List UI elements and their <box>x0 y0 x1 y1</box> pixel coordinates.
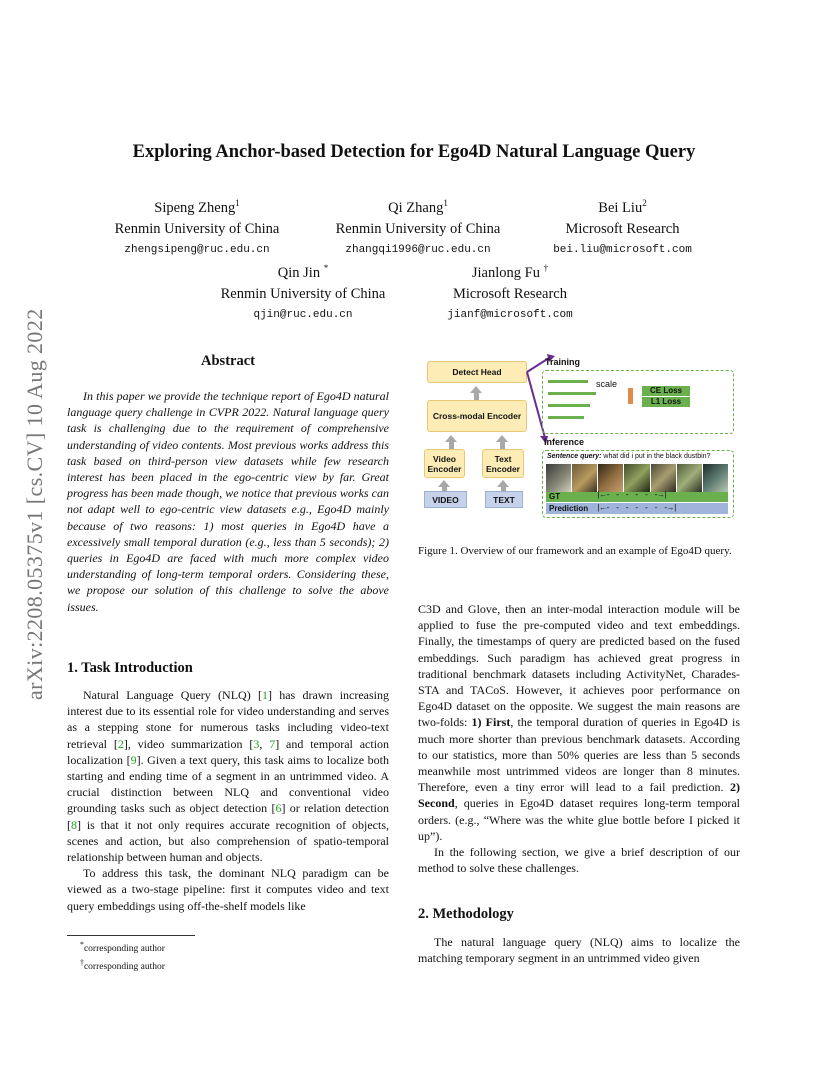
gt-span: |←- - - - - -→| <box>596 491 669 500</box>
author-affiliation: Renmin University of China <box>220 285 386 302</box>
video-frame <box>651 464 676 492</box>
author-sup: 1 <box>443 198 448 208</box>
arxiv-sidebar: arXiv:2208.05375v1 [cs.CV] 10 Aug 2022 <box>22 308 47 700</box>
l1-loss-badge: L1 Loss <box>642 397 690 407</box>
video-frame <box>677 464 702 492</box>
author-name: Jianlong Fu <box>471 264 540 281</box>
author-block <box>318 193 518 260</box>
author-email: zhengsipeng@ruc.edu.cn <box>124 243 270 256</box>
arrow-up-icon <box>497 480 509 487</box>
paragraph: C3D and Glove, then an inter-modal interaction module will be applied to fuse the pre-computed video and text embeddings. Finally, the timestamps of query are predicted based on the fused embeddings. Such paradigm has achieved great progress in traditional benchmark datasets including ActivityNet, Charades-STA and TACoS. However, it achieves poor performance on Ego4D dataset on the opposite. We suggest the main reasons are two-folds: 1) First, the temporal duration of queries in Ego4D is much more shorter than previous benchmark datasets. According to our statistics, more than 50% queries are less than 5 seconds meanwhile most untrimmed videos are longer than 8 minutes. Therefore, even a tiny error will lead to a fail prediction. 2) Second, queries in Ego4D dataset requires long-term temporal orders. (e.g., “Where was the white glue bottle before I picked it up”). <box>418 602 740 843</box>
section-heading: 2. Methodology <box>418 906 514 922</box>
prediction-span: |←- - - - - - -→| <box>596 504 678 513</box>
ce-loss-badge: CE Loss <box>642 386 690 396</box>
footnote-rule <box>67 935 195 936</box>
video-input-box: VIDEO <box>424 491 467 508</box>
footnote-text: corresponding author <box>83 962 165 973</box>
right-column-body <box>418 601 740 876</box>
paragraph: The natural language query (NLQ) aims to localize the matching temporary segment in an untrimmed video given <box>418 935 740 966</box>
anchor-bar <box>548 416 584 419</box>
footnote-mark: † <box>80 958 84 968</box>
author-email: jianf@microsoft.com <box>447 308 573 321</box>
citation-link[interactable]: 7 <box>269 736 276 751</box>
video-encoder-box: Video Encoder <box>424 449 465 478</box>
scale-indicator <box>628 388 633 404</box>
author-email: qjin@ruc.edu.cn <box>253 308 353 321</box>
author-name: Bei Liu <box>598 199 643 216</box>
video-frame <box>546 464 571 492</box>
training-label: Training <box>545 357 581 367</box>
author-name: Sipeng Zheng <box>154 199 236 216</box>
author-block <box>530 193 715 260</box>
inference-label: Inference <box>544 437 585 447</box>
footnote-text: corresponding author <box>83 944 165 955</box>
abstract-text: In this paper we provide the technique report of Ego4D natural language query challenge in CVPR 2022. Natural language query task is challenging due to the requirement of comprehensive understanding of video contents. Most previous works address this task based on third-person view datasets while few research interest has been placed in the ego-centric view by far. Great progress has been made though, we notice that previous works can not adapt well to ego-centric view datasets e.g., Ego4D mainly because of two reasons: 1) most queries in Ego4D have a excessively small temporal duration (e.g., less than 5 seconds); 2) queries in Ego4D are faced with much more complex video understanding of long-term temporal orders. Considering these, we propose our solution of this challenge to solve the above issues. <box>67 389 389 614</box>
text-input-box: TEXT <box>485 491 523 508</box>
abstract-body <box>67 388 389 615</box>
author-affiliation: Microsoft Research <box>565 220 680 237</box>
abstract-heading: Abstract <box>201 353 255 369</box>
sentence-query: Sentence query: what did i put in the black dustbin? <box>547 453 711 460</box>
citation-link[interactable]: 8 <box>71 817 77 832</box>
text-encoder-box: Text Encoder <box>482 449 524 478</box>
footnotes <box>80 938 165 974</box>
arrow-stem <box>500 442 505 449</box>
arrow-up-icon <box>445 435 457 442</box>
author-sup: * <box>323 263 329 273</box>
detect-head-box: Detect Head <box>427 361 527 383</box>
video-frame <box>703 464 728 492</box>
author-sup: 2 <box>642 198 647 208</box>
author-email: bei.liu@microsoft.com <box>553 243 692 256</box>
author-email: zhangqi1996@ruc.edu.cn <box>345 243 491 256</box>
arrow-up-icon <box>470 386 482 393</box>
gt-label: GT <box>549 492 561 501</box>
paragraph: To address this task, the dominant NLQ paradigm can be viewed as a two-stage pipeline: first it computes video and text query embeddings using off-the-shelf models like <box>67 866 389 913</box>
citation-link[interactable]: 1 <box>261 688 268 702</box>
video-frames-strip <box>546 464 728 492</box>
citation-link[interactable]: 9 <box>130 752 137 767</box>
author-name: Qin Jin <box>277 264 321 281</box>
anchor-bar <box>548 392 596 395</box>
citation-link[interactable]: 2 <box>117 736 124 751</box>
anchor-bar <box>548 404 590 407</box>
cross-modal-encoder-box: Cross-modal Encoder <box>427 400 527 432</box>
figure-1 <box>418 352 740 520</box>
video-frame <box>624 464 649 492</box>
anchor-bar <box>548 380 588 383</box>
methodology-body <box>418 934 740 966</box>
arrow-up-icon <box>438 480 450 487</box>
section-heading: 1. Task Introduction <box>67 660 193 676</box>
author-block <box>203 258 403 325</box>
paper-title: Exploring Anchor-based Detection for Ego4D Natural Language Query <box>132 142 696 162</box>
author-block <box>97 193 297 260</box>
author-affiliation: Renmin University of China <box>114 220 280 237</box>
video-frame <box>598 464 623 492</box>
section1-body <box>67 687 389 914</box>
footnote-mark: * <box>80 940 84 949</box>
author-affiliation: Microsoft Research <box>453 285 567 302</box>
citation-link[interactable]: 3 <box>253 736 260 751</box>
author-sup: 1 <box>235 198 240 208</box>
citation-link[interactable]: 6 <box>275 801 282 816</box>
arrow-stem <box>449 442 454 449</box>
figure-caption: Figure 1. Overview of our framework and an example of Ego4D query. <box>418 545 732 557</box>
video-frame <box>572 464 597 492</box>
author-sup: † <box>543 263 549 273</box>
author-affiliation: Renmin University of China <box>335 220 501 237</box>
scale-label: scale <box>596 379 618 389</box>
arrow-up-icon <box>496 435 508 442</box>
paragraph: Natural Language Query (NLQ) [1] has drawn increasing interest due to its essential role for video understanding and serves as a stepping stone for numerous tasks including video-text retrieval [2], video summarization [3, 7] and temporal action localization [9]. Given a text query, this task aims to localize both starting and ending time of a segment in an untrimmed video. A crucial distinction between NLQ and conventional video grounding tasks such as object detection [6] or relation detection [8] is that it not only requires accurate recognition of objects, scenes and action, but also comprehension of spatio-temporal relationship between human and objects. <box>67 688 390 865</box>
author-block <box>420 258 600 325</box>
paragraph: In the following section, we give a brief description of our method to solve these challenges. <box>418 845 740 876</box>
author-name: Qi Zhang <box>388 199 444 216</box>
prediction-label: Prediction <box>549 504 589 513</box>
